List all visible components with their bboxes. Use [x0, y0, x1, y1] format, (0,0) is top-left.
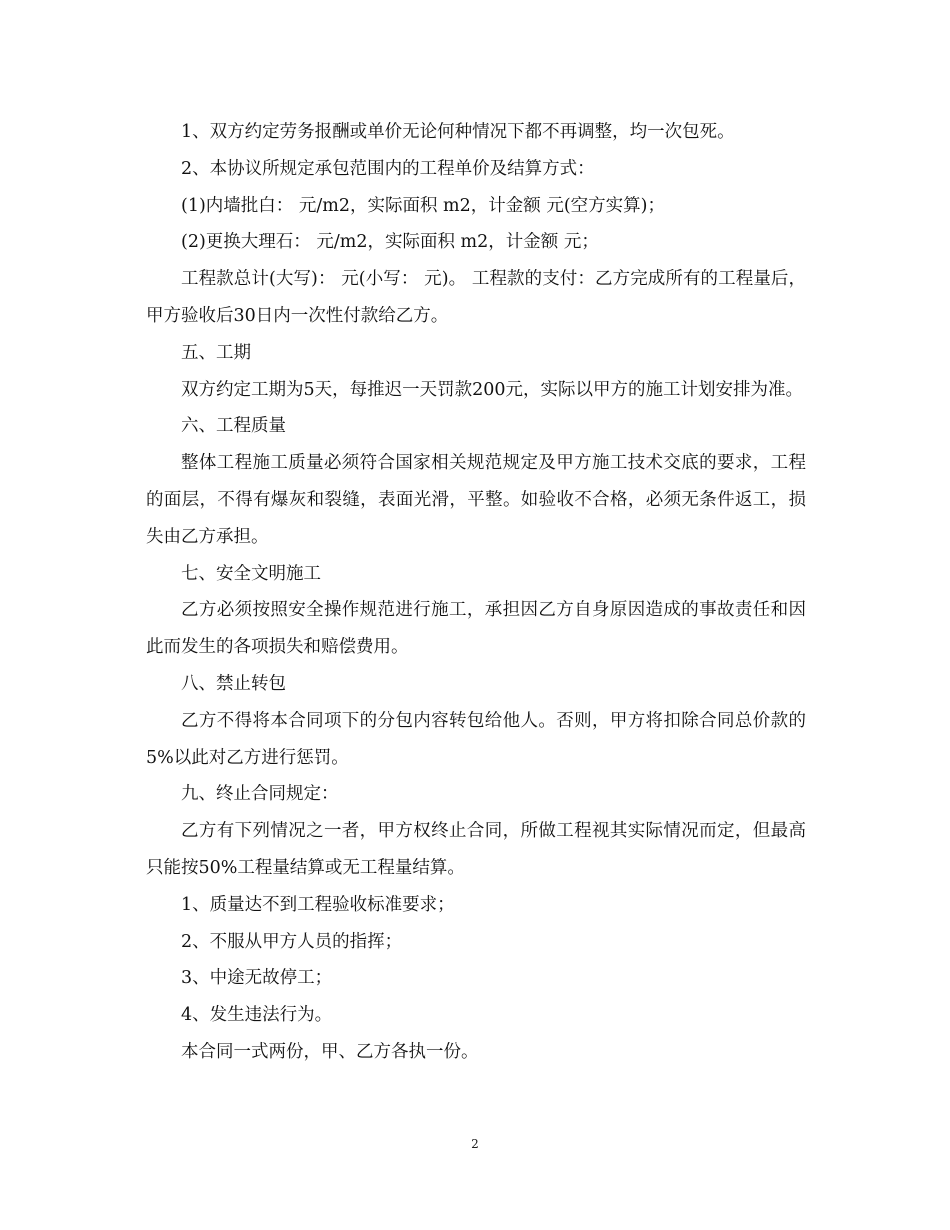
- heading-no-subcontract: 八、禁止转包: [181, 673, 286, 694]
- list-item-quality-failure: 1、质量达不到工程验收标准要求；: [181, 894, 455, 915]
- list-item-illegal: 4、发生违法行为。: [181, 1005, 333, 1026]
- paragraph-copies: 本合同一式两份，甲、乙方各执一份。: [181, 1041, 479, 1062]
- document-body: [146, 114, 806, 1071]
- list-item-stop-work: 3、中途无故停工；: [181, 968, 333, 989]
- heading-safety: 七、安全文明施工: [181, 563, 321, 584]
- paragraph-schedule: 双方约定工期为5天，每推迟一天罚款200元，实际以甲方的施工计划安排为准。: [181, 379, 804, 400]
- paragraph-no-subcontract: 乙方不得将本合同项下的分包内容转包给他人。否则，甲方将扣除合同总价款的5%以此对乙方进行惩罚。: [146, 710, 806, 768]
- list-item-disobey: 2、不服从甲方人员的指挥；: [181, 931, 403, 952]
- paragraph-total-payment: 工程款总计(大写)： 元(小写： 元)。 工程款的支付：乙方完成所有的工程量后，甲方验收后30日内一次性付款给乙方。: [146, 269, 806, 326]
- paragraph-termination: 乙方有下列情况之一者，甲方权终止合同，所做工程视其实际情况而定，但最高只能按50%工程量结算或无工程量结算。: [146, 821, 806, 878]
- heading-quality: 六、工程质量: [181, 416, 286, 437]
- heading-schedule: 五、工期: [181, 342, 251, 363]
- paragraph-item-marble: (2)更换大理石： 元/m2，实际面积 m2，计金额 元；: [181, 232, 599, 253]
- paragraph-safety: 乙方必须按照安全操作规范进行施工，承担因乙方自身原因造成的事故责任和因此而发生的各项损失和赔偿费用。: [146, 600, 806, 658]
- paragraph-item-wall-whitening: (1)内墙批白： 元/m2，实际面积 m2，计金额 元(空方实算)；: [181, 195, 665, 216]
- page-number: 2: [471, 1137, 479, 1151]
- paragraph-quality: 整体工程施工质量必须符合国家相关规范规定及甲方施工技术交底的要求，工程的面层，不得有爆灰和裂缝，表面光滑，平整。如验收不合格，必须无条件返工，损失由乙方承担。: [146, 453, 806, 547]
- heading-termination: 九、终止合同规定：: [181, 784, 339, 805]
- paragraph-settlement-method: 2、本协议所规定承包范围内的工程单价及结算方式：: [181, 158, 595, 179]
- paragraph-payment-fixed: 1、双方约定劳务报酬或单价无论何种情况下都不再调整，均一次包死。: [181, 122, 735, 142]
